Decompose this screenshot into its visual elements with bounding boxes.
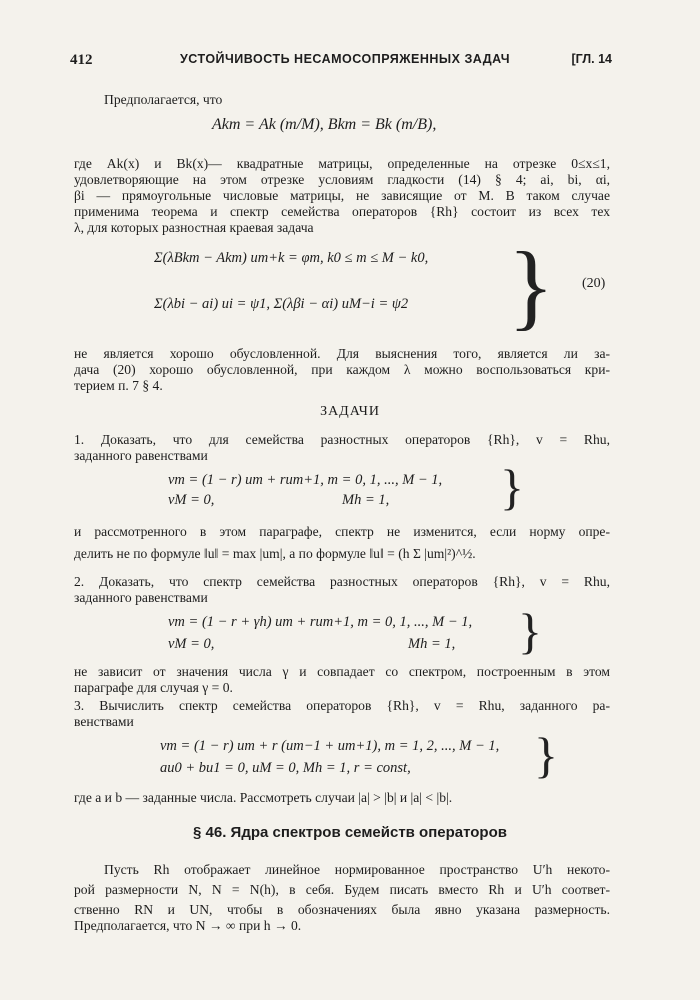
task3-line: венствами — [74, 714, 134, 729]
task2-line: 2. Доказать, что спектр семейства разностных операторов {Rh}, v = Rhu, — [74, 574, 610, 589]
paragraph-line: дача (20) хорошо обусловленной, при каждом λ можно воспользоваться кри- — [74, 362, 610, 377]
section-paragraph-line: ственно RN и UN, чтобы в обозначениях была явно указана размерность. — [74, 902, 610, 917]
intro-line: Предполагается, что — [104, 92, 223, 107]
chapter-marker: [ГЛ. 14 — [571, 52, 612, 66]
running-header — [70, 52, 612, 72]
task2-eq2-right: Mh = 1, — [408, 636, 456, 652]
running-title: УСТОЙЧИВОСТЬ НЕСАМОСОПРЯЖЕННЫХ ЗАДАЧ — [180, 52, 511, 66]
paragraph-line: удовлетворяющие на этом отрезке условиям гладкости (14) § 4; ai, bi, αi, — [74, 172, 610, 187]
section-paragraph-line: Предполагается, что N → ∞ при h → 0. — [74, 918, 302, 933]
task3-eq2: au0 + bu1 = 0, uM = 0, Mh = 1, r = const, — [160, 760, 411, 776]
system20-line2: Σ(λbi − ai) ui = ψ1, Σ(λβi − αi) uM−i = ψ2 — [154, 296, 409, 312]
page-number: 412 — [70, 52, 93, 68]
task1-after: и рассмотренного в этом параграфе, спектр не изменится, если норму опре- — [74, 524, 610, 539]
paragraph-line: терием п. 7 § 4. — [74, 378, 163, 393]
task3-eq1: vm = (1 − r) um + r (um−1 + um+1), m = 1, 2, ..., M − 1, — [160, 738, 500, 754]
formula-akm: Akm = Ak (m/M), Bkm = Bk (m/B), — [212, 116, 437, 133]
tasks-heading: ЗАДАЧИ — [320, 404, 380, 419]
task2-eq2-left: vM = 0, — [168, 636, 215, 652]
equation-number: (20) — [582, 276, 606, 291]
section-paragraph-line: рой размерности N, N = N(h), в себя. Будем писать вместо Rh и U′h соответ- — [74, 882, 610, 897]
system20-line1: Σ(λBkm − Akm) um+k = φm, k0 ≤ m ≤ M − k0, — [154, 250, 429, 266]
task2-after: параграфе для случая γ = 0. — [74, 680, 233, 695]
paragraph-line: не является хорошо обусловленной. Для выяснения того, является ли за- — [74, 346, 610, 361]
paragraph-line: λ, для которых разностная краевая задача — [74, 220, 314, 235]
task1-eq2-left: vM = 0, — [168, 492, 215, 508]
task1-eq2-right: Mh = 1, — [342, 492, 390, 508]
right-brace-icon: } — [518, 603, 542, 659]
task2-line: заданного равенствами — [74, 590, 208, 605]
task1-line: заданного равенствами — [74, 448, 208, 463]
right-brace-icon: } — [500, 459, 524, 515]
paragraph-line: βi — прямоугольные числовые матрицы, не зависящие от M. В таком случае — [74, 188, 610, 203]
right-brace-icon: } — [508, 232, 555, 339]
task1-after: делить не по формуле ‖u‖ = max |um|, а по формуле ‖u‖ = (h Σ |um|²)^½. — [74, 546, 476, 561]
section-paragraph-line: Пусть Rh отображает линейное нормированное пространство U′h некото- — [104, 862, 610, 877]
task1-eq1: vm = (1 − r) um + rum+1, m = 0, 1, ..., M − 1, — [168, 472, 443, 488]
task1-line: 1. Доказать, что для семейства разностных операторов {Rh}, v = Rhu, — [74, 432, 610, 447]
task2-eq1: vm = (1 − r + γh) um + rum+1, m = 0, 1, ..., M − 1, — [168, 614, 473, 630]
section-title: § 46. Ядра спектров семейств операторов — [193, 824, 507, 841]
task3-line: 3. Вычислить спектр семейства операторов {Rh}, v = Rhu, заданного ра- — [74, 698, 610, 713]
task2-after: не зависит от значения числа γ и совпадает со спектром, построенным в этом — [74, 664, 610, 679]
paragraph-line: применима теорема и спектр семейства операторов {Rh} состоит из всех тех — [74, 204, 610, 219]
task3-after: где a и b — заданные числа. Рассмотреть случаи |a| > |b| и |a| < |b|. — [74, 790, 453, 805]
right-brace-icon: } — [534, 727, 558, 783]
paragraph-line: где Ak(x) и Bk(x)— квадратные матрицы, определенные на отрезке 0≤x≤1, — [74, 156, 610, 171]
